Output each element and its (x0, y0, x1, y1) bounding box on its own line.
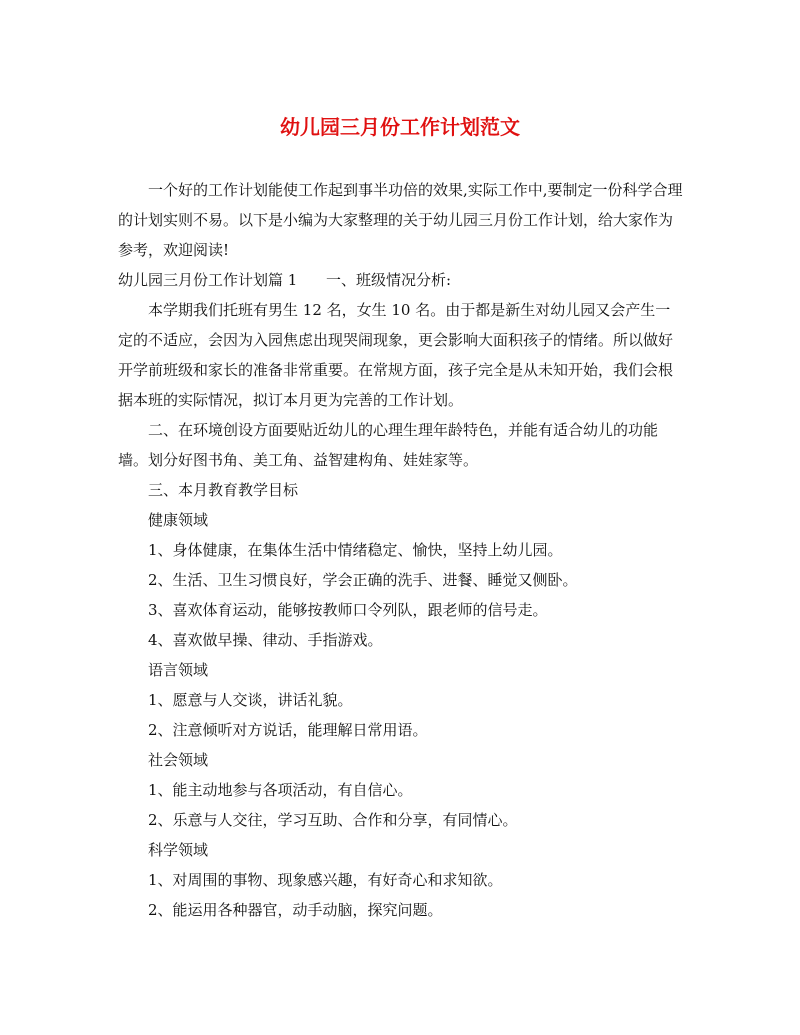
section-heading: 幼儿园三月份工作计划篇 1 (118, 271, 298, 289)
document-title: 幼儿园三月份工作计划范文 (280, 115, 520, 139)
social-heading: 社会领域 (148, 751, 209, 769)
social-item: 1、能主动地参与各项活动，有自信心。 (148, 781, 413, 799)
environment-paragraph: 二、在环境创设方面要贴近幼儿的心理生理年龄特色，并能有适合幼儿的功能墙。划分好图书角、美工角、益智建构角、娃娃家等。 (118, 421, 659, 469)
science-item: 1、对周围的事物、现象感兴趣，有好奇心和求知欲。 (148, 871, 503, 889)
language-heading: 语言领域 (148, 661, 209, 679)
science-heading: 科学领域 (148, 841, 209, 859)
science-item: 2、能运用各种器官，动手动脑，探究问题。 (148, 901, 443, 919)
health-item: 2、生活、卫生习惯良好，学会正确的洗手、进餐、睡觉又侧卧。 (148, 571, 578, 589)
goals-heading: 三、本月教育教学目标 (148, 481, 299, 499)
intro-paragraph: 一个好的工作计划能使工作起到事半功倍的效果,实际工作中,要制定一份科学合理的计划实则不易。以下是小编为大家整理的关于幼儿园三月份工作计划，给大家作为参考，欢迎阅读! (118, 181, 683, 259)
health-heading: 健康领域 (148, 511, 209, 529)
social-item: 2、乐意与人交往，学习互助、合作和分享，有同情心。 (148, 811, 518, 829)
section-subheading: 一、班级情况分析: (325, 271, 451, 289)
document-body (118, 175, 685, 925)
health-item: 4、喜欢做早操、律动、手指游戏。 (148, 631, 383, 649)
health-item: 1、身体健康，在集体生活中情绪稳定、愉快，坚持上幼儿园。 (148, 541, 563, 559)
health-item: 3、喜欢体育运动，能够按教师口令列队，跟老师的信号走。 (148, 601, 548, 619)
class-analysis-paragraph: 本学期我们托班有男生 12 名，女生 10 名。由于都是新生对幼儿园又会产生一定的不适应，会因为入园焦虑出现哭闹现象，更会影响大面积孩子的情绪。所以做好开学前班级和家长的准备非常重要。在常规方面，孩子完全是从未知开始，我们会根据本班的实际情况，拟订本月更为完善的工作计划。 (118, 301, 674, 409)
language-item: 2、注意倾听对方说话，能理解日常用语。 (148, 721, 428, 739)
language-item: 1、愿意与人交谈，讲话礼貌。 (148, 691, 353, 709)
section-heading-line (118, 265, 685, 295)
